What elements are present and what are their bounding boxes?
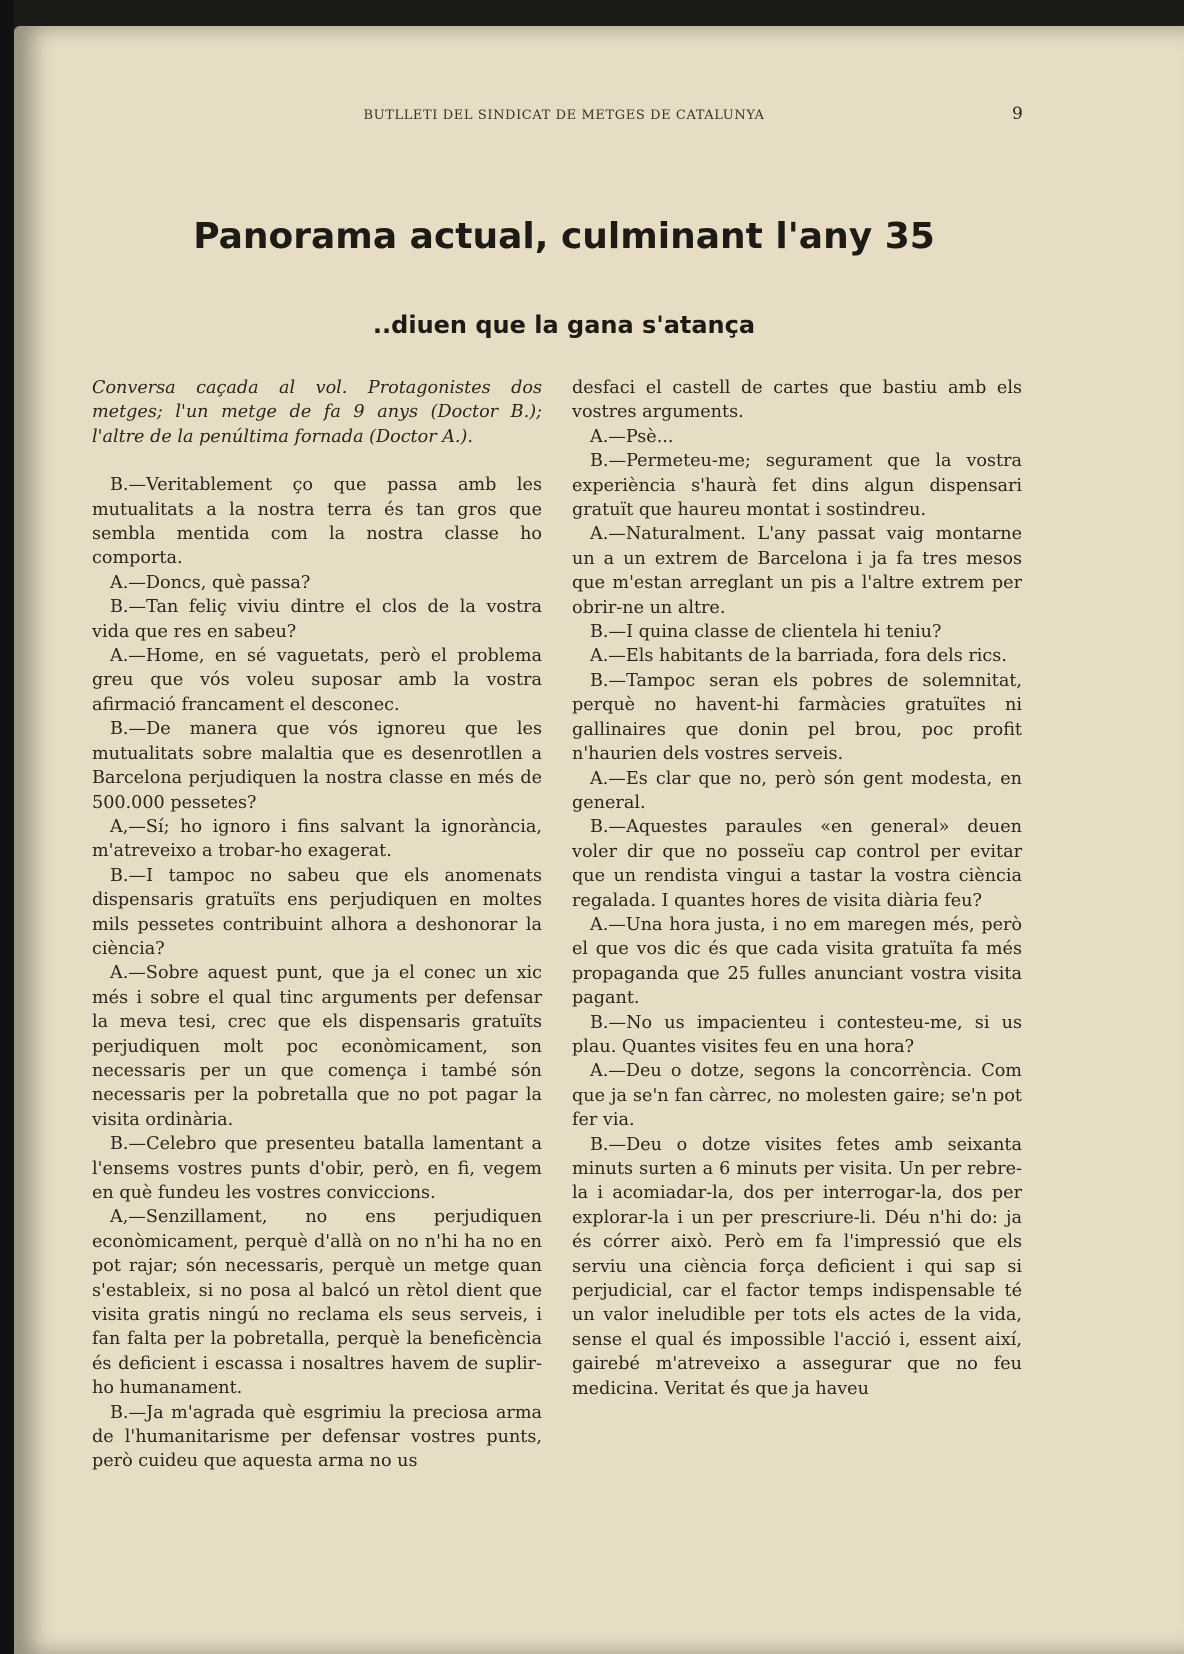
paragraph: B.—Deu o dotze visites fetes amb seixanta minuts surten a 6 minuts per visita. Un per rebre-la i acomiadar-la, dos per interrogar-la, dos per explorar-la i un per prescriure-li. Déu n'hi do: ja és córrer això. Però em fa l'impressió que els serviu una ciència força deficient i qui sap si perjudicial, car el factor temps indispensable té un valor ineludible per tots els actes de la vida, sense el qual és impossible l'acció i, essent així, gairebé m'atreveixo a assegurar que no feu medicina. Veritat és que ja haveu bbox=[572, 1134, 1022, 1399]
document-page bbox=[14, 26, 1184, 1654]
text-column-right bbox=[572, 376, 1022, 1401]
article-subtitle: ..diuen que la gana s'atança bbox=[372, 311, 756, 339]
paragraph: A.—Home, en sé vaguetats, però el problema greu que vós voleu suposar amb la vostra afirmació francament el desconec. bbox=[92, 646, 542, 715]
paragraph: B.—No us impacienteu i contesteu-me, si us plau. Quantes visites feu en una hora? bbox=[572, 1012, 1022, 1057]
paragraph: A.—Deu o dotze, segons la concorrència. Com que ja se'n fan càrrec, no molesten gaire; se'n pot fer via. bbox=[572, 1061, 1022, 1131]
paragraph: B.—Celebro que presenteu batalla lamentant a l'ensems vostres punts d'obir, però, en fi, vegem en què fundeu les vostres conviccions. bbox=[92, 1134, 542, 1203]
paragraph: B.—Tampoc seran els pobres de solemnitat, perquè no havent-hi farmàcies gratuïtes ni gallinaires que donin pel brou, poc profit n'haurien dels vostres serveis. bbox=[572, 670, 1022, 765]
paragraph: A.—Els habitants de la barriada, fora dels rics. bbox=[590, 646, 1007, 667]
paragraph: B.—Ja m'agrada què esgrimiu la preciosa arma de l'humanitarisme per defensar vostres punts, però cuideu que aquesta arma no us bbox=[92, 1402, 542, 1472]
page-number: 9 bbox=[1012, 104, 1023, 124]
text-column-left bbox=[92, 376, 542, 1474]
paragraph: B.—I tampoc no sabeu que els anomenats dispensaris gratuïts ens perjudiquen en moltes mils pessetes contribuint alhora a deshonorar la ciència? bbox=[92, 865, 542, 959]
paragraph: A.—Doncs, què passa? bbox=[110, 572, 311, 593]
paragraph: B.—De manera que vós ignoreu que les mutualitats sobre malaltia que es desenrotllen a Barcelona perjudiquen la nostra classe en més de 500.000 pessetes? bbox=[92, 719, 542, 813]
paragraph: desfaci el castell de cartes que bastiu amb els vostres arguments. bbox=[572, 378, 1022, 423]
paragraph: B.—Veritablement ço que passa amb les mutualitats a la nostra terra és tan gros que sembla mentida com la nostra classe ho comporta. bbox=[92, 475, 542, 569]
running-header: BUTLLETI DEL SINDICAT DE METGES DE CATALUNYA bbox=[363, 108, 765, 123]
paragraph: A,—Sí; ho ignoro i fins salvant la ignorància, m'atreveixo a trobar-ho exagerat. bbox=[92, 816, 542, 862]
book-spine bbox=[0, 0, 14, 1654]
paragraph: A.—Una hora justa, i no em maregen més, però el que vos dic és que cada visita gratuïta fa més propaganda que 25 fulles anunciant vostra visita pagant. bbox=[572, 914, 1022, 1009]
paragraph: B.—Tan feliç viviu dintre el clos de la vostra vida que res en sabeu? bbox=[92, 597, 542, 642]
paragraph: A.—Naturalment. L'any passat vaig montarne un a un extrem de Barcelona i ja fa tres mesos que m'estan arreglant un pis a l'altre extrem per obrir-ne un altre. bbox=[572, 524, 1022, 618]
paragraph: A.—Sobre aquest punt, que ja el conec un xic més i sobre el qual tinc arguments per defensar la meva tesi, crec que els dispensaris gratuïts perjudiquen molt poc econòmicament, son necessaris per un que comença i també són necessaris per la pobretalla que no pot pagar la visita ordinària. bbox=[92, 963, 542, 1130]
paragraph: B.—Permeteu-me; segurament que la vostra experiència s'haurà fet dins algun dispensari gratuït que haureu montat i sostindreu. bbox=[572, 451, 1022, 521]
paragraph: B.—Aquestes paraules «en general» deuen voler dir que no posseïu cap control per evitar que un rendista vingui a tastar la vostra ciència regalada. I quantes hores de visita diària feu? bbox=[572, 817, 1022, 911]
article-title: Panorama actual, culminant l'any 35 bbox=[193, 216, 935, 257]
paragraph: A,—Senzillament, no ens perjudiquen econòmicament, perquè d'allà on no n'hi ha no en pot rajar; són necessaris, perquè un metge quan s'estableix, si no posa al balcó un rètol dient que visita gratis ningú no reclama els seus serveis, i fan falta per la pobretalla, perquè la beneficència és deficient i escassa i nosaltres havem de suplir-ho humanament. bbox=[92, 1207, 542, 1399]
paragraph: A.—Es clar que no, però són gent modesta, en general. bbox=[572, 768, 1022, 813]
paragraph: B.—I quina classe de clientela hi teniu? bbox=[590, 622, 942, 643]
article-intro: Conversa caçada al vol. Protagonistes dos metges; l'un metge de fa 9 anys (Doctor B.); l'altre de la penúltima fornada (Doctor A.). bbox=[92, 378, 542, 447]
paragraph: A.—Psè... bbox=[590, 426, 674, 447]
